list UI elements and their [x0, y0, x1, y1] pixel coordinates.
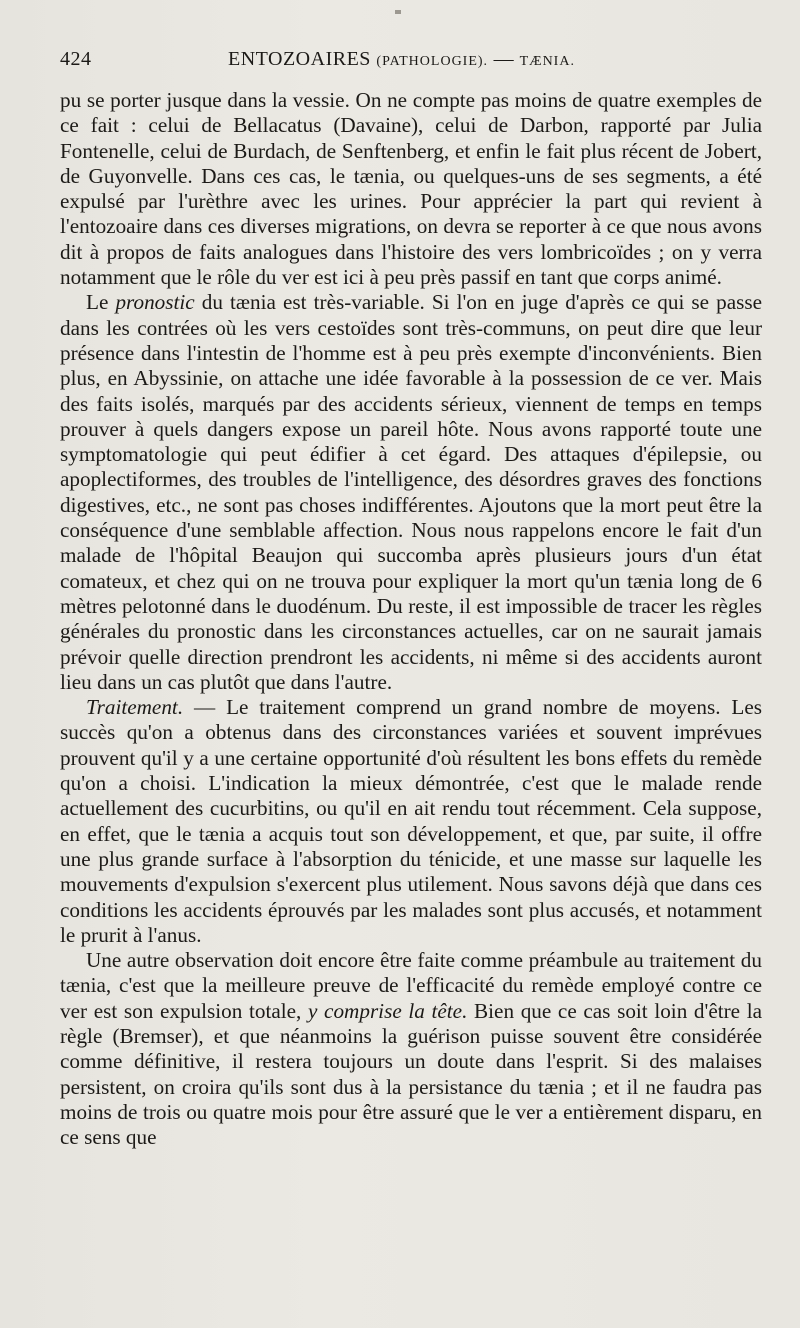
paragraph-observation	[60, 948, 762, 1150]
header-section: (PATHOLOGIE).	[376, 54, 489, 69]
running-header	[60, 48, 762, 88]
header-subject: TÆNIA.	[519, 54, 575, 69]
paragraph-traitement	[60, 695, 762, 948]
paragraph-migrations: pu se porter jusque dans la vessie. On ne compte pas moins de quatre exemples de ce fait : celui de Bellacatus (Davaine), celui de Darbon, rapporté par Julia Fontenelle, celui de Burdach, de Senftenberg, et enfin le fait plus récent de Jobert, de Guyonvelle. Dans ces cas, le tænia, ou quelques-uns de ses segments, a été expulsé par l'urèthre avec les urines. Pour apprécier la part qui revient à l'entozoaire dans ces diverses migrations, on devra se reporter à ce que nous avons dit à propos de faits analogues dans l'histoire des vers lombricoïdes ; on y verra notamment que le rôle du ver est ici à peu près passif en tant que corps animé.	[60, 88, 762, 290]
paragraph-pronostic	[60, 290, 762, 695]
traitement-text: — Le traitement comprend un grand nombre de moyens. Les succès qu'on a obtenus dans des circonstances variées et souvent imprévues prouvent qu'il y a une certaine opportunité d'où résultent les bons effets du remède qu'on a choisi. L'indication la mieux démontrée, c'est que le malade rende actuellement des cucurbitins, ou qu'il en ait rendu tout récemment. Cela suppose, en effet, que le tænia a acquis tout son développement, et que, par suite, il offre une plus grande surface à l'absorption du ténicide, et une masse sur laquelle les mouvements d'expulsion s'exercent plus utilement. Nous savons déjà que dans ces conditions les accidents éprouvés par les malades sont plus accusés, et notamment le prurit à l'anus.	[60, 695, 763, 947]
header-dash: —	[493, 48, 515, 70]
print-mark	[395, 10, 401, 14]
traitement-term: Traitement.	[86, 695, 184, 720]
page-body	[60, 88, 762, 1150]
page-number: 424	[60, 48, 92, 70]
pronostic-text: du tænia est très-variable. Si l'on en juge d'après ce qui se passe dans les contrées où les vers cestoïdes sont très-communs, on peut dire que leur présence dans l'intestin de l'homme est à peu près exempte d'inconvénients. Bien plus, en Abyssinie, on attache une idée favorable à la possession de ce ver. Mais des faits isolés, marqués par des accidents sérieux, viennent de temps en temps prouver à quels dangers expose un pareil hôte. Nous avons rapporté toute une symptomatologie qui peut édifier à cet égard. Des attaques d'épilepsie, ou apoplectiformes, des troubles de l'intelligence, des désordres graves des fonctions digestives, etc., ne sont pas choses indifférentes. Ajoutons que la mort peut être la conséquence d'une semblable affection. Nous nous rappelons encore le fait d'un malade de l'hôpital Beaujon qui succomba après plusieurs jours d'un état comateux, et chez qui on ne trouva pour expliquer la mort qu'un tænia long de 6 mètres pelotonné dans le duodénum. Du reste, il est impossible de tracer les règles générales du pronostic dans les circonstances actuelles, car on ne saurait jamais prévoir quelle direction prendront les accidents, ni même si des accidents auront lieu dans un cas plutôt que dans l'autre.	[60, 290, 763, 694]
observation-text-a: Une autre observation doit encore être faite comme préambule au traitement du tænia, c'est que la meilleure preuve de l'efficacité du remède employé contre ce ver est son expulsion totale,	[60, 948, 762, 1023]
pronostic-term: pronostic	[115, 290, 195, 315]
observation-emphasis: y comprise la tête.	[308, 998, 468, 1023]
header-title: ENTOZOAIRES	[228, 48, 371, 70]
observation-text-b: Bien que ce cas soit loin d'être la règle (Bremser), et que néanmoins la guérison puisse souvent être considérée comme définitive, il restera toujours un doute dans l'esprit. Si des malaises persistent, on croira qu'ils sont dus à la persistance du tænia ; et il ne faudra pas moins de trois ou quatre mois pour être assuré que le ver a entièrement disparu, en ce sens que	[60, 998, 763, 1150]
running-title	[228, 48, 575, 71]
pronostic-lead: Le	[86, 290, 109, 315]
